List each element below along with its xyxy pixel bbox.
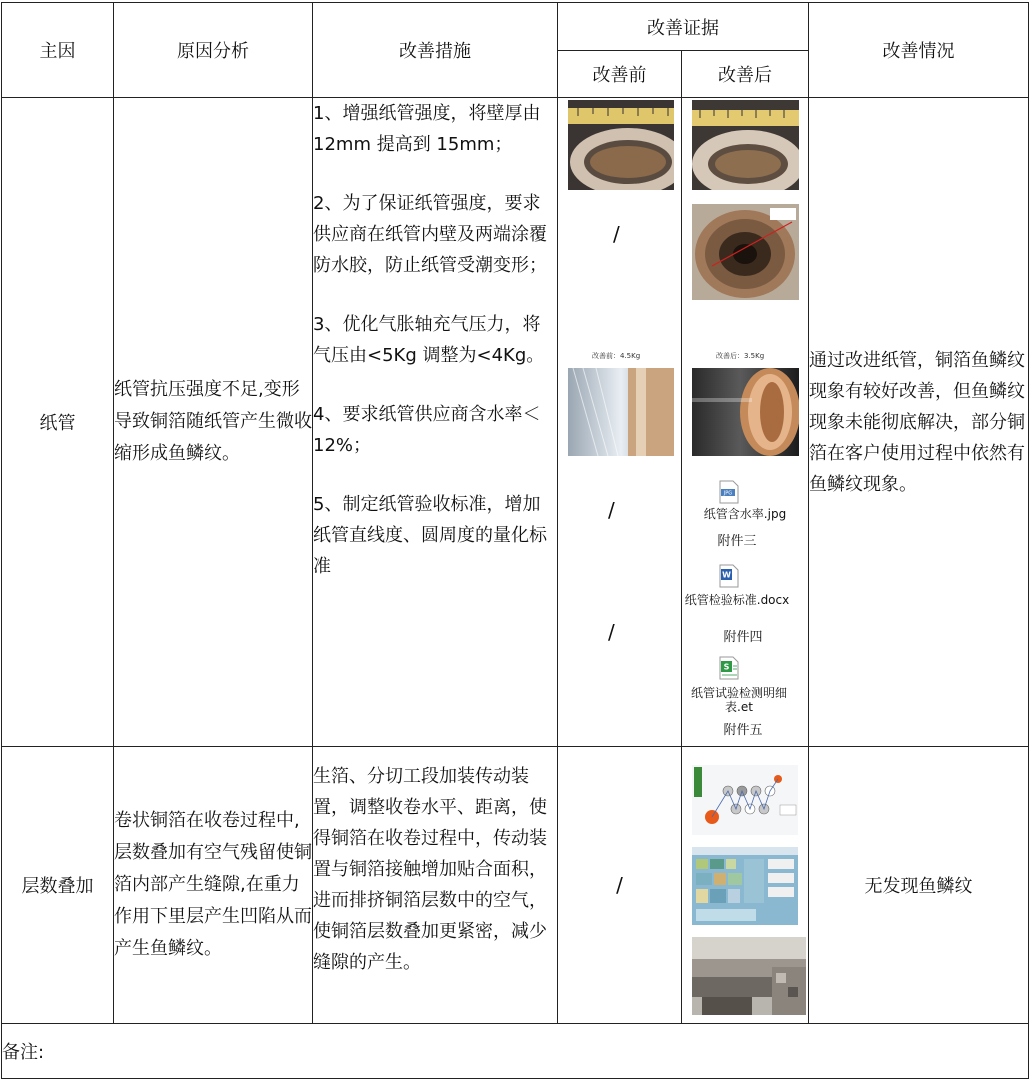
after-photo-wall-thickness bbox=[692, 100, 799, 190]
row1-analysis: 纸管抗压强度不足,变形导致铜箔随纸管产生微收缩形成鱼鳞纹。 bbox=[114, 98, 313, 747]
header-row bbox=[2, 3, 1029, 51]
header-analysis: 原因分析 bbox=[114, 3, 313, 98]
attachment-label-2: 附件四 bbox=[723, 630, 763, 645]
after-photo-control-screen bbox=[692, 847, 798, 925]
row-layer-stacking bbox=[2, 747, 1029, 1024]
row2-cause: 层数叠加 bbox=[2, 747, 114, 1024]
after-photo-winding-machine bbox=[692, 937, 806, 1015]
measure-item-1: 1、增强纸管强度，将壁厚由 12mm 提高到 15mm； bbox=[313, 103, 541, 155]
row1-measures bbox=[313, 98, 558, 747]
after-caption: 改善后：3.5Kg bbox=[716, 352, 765, 360]
after-photo-air-shaft bbox=[692, 368, 799, 456]
attachment-label-1: 附件三 bbox=[717, 534, 757, 549]
remark-label: 备注: bbox=[2, 1024, 1029, 1079]
before-slash-2: / bbox=[608, 498, 615, 522]
measure-item-3: 3、优化气胀轴充气压力，将气压由<5Kg 调整为<4Kg。 bbox=[313, 314, 545, 366]
attachment-label-3: 附件五 bbox=[723, 723, 763, 738]
header-measures: 改善措施 bbox=[313, 3, 558, 98]
before-slash-1: / bbox=[613, 222, 620, 246]
word-file-icon[interactable] bbox=[718, 564, 740, 588]
row-paper-tube bbox=[2, 98, 1029, 747]
row1-cause: 纸管 bbox=[2, 98, 114, 747]
header-main-cause: 主因 bbox=[2, 3, 114, 98]
measure-item-2: 2、为了保证纸管强度，要求供应商在纸管内壁及两端涂覆防水胶，防止纸管受潮变形； bbox=[313, 193, 547, 276]
row2-analysis: 卷状铜箔在收卷过程中,层数叠加有空气残留使铜箔内部产生缝隙,在重力作用下里层产生凹陷从而产生鱼鳞纹。 bbox=[114, 747, 313, 1024]
row1-before-cell bbox=[558, 98, 682, 747]
row2-before-slash: / bbox=[558, 747, 682, 1024]
spreadsheet-file-icon[interactable] bbox=[718, 656, 740, 680]
measure-item-5: 5、制定纸管验收标准，增加纸管直线度、圆周度的量化标准 bbox=[313, 494, 547, 577]
svg-text:W: W bbox=[722, 570, 731, 580]
before-slash-3: / bbox=[608, 620, 615, 644]
remark-row bbox=[2, 1024, 1029, 1079]
before-caption: 改善前：4.5Kg bbox=[592, 352, 641, 360]
before-photo-air-shaft bbox=[568, 368, 674, 456]
header-status: 改善情况 bbox=[809, 3, 1029, 98]
improvement-table bbox=[1, 2, 1029, 1079]
header-before: 改善前 bbox=[558, 51, 682, 98]
attachment-file-1[interactable]: 纸管含水率.jpg bbox=[703, 507, 787, 521]
attachment-file-3[interactable]: 纸管试验检测明细表.et bbox=[690, 686, 787, 714]
row2-status: 无发现鱼鳞纹 bbox=[809, 747, 1029, 1024]
attachment-file-2[interactable]: 纸管检验标准.docx bbox=[684, 593, 790, 607]
row1-status: 通过改进纸管，铜箔鱼鳞纹现象有较好改善，但鱼鳞纹现象未能彻底解决，部分铜箔在客户使用过程中依然有鱼鳞纹现象。 bbox=[809, 98, 1029, 747]
svg-text:JPG: JPG bbox=[723, 490, 733, 497]
row2-after-cell bbox=[682, 747, 809, 1024]
before-photo-wall-thickness bbox=[568, 100, 674, 190]
measure-item-4: 4、要求纸管供应商含水率＜12%； bbox=[313, 404, 541, 456]
after-photo-inner-coating bbox=[692, 204, 799, 300]
svg-text:S: S bbox=[723, 662, 730, 672]
header-after: 改善后 bbox=[682, 51, 809, 98]
after-photo-transmission-diagram bbox=[692, 765, 798, 835]
row1-after-cell bbox=[682, 98, 809, 747]
header-evidence: 改善证据 bbox=[558, 3, 809, 51]
row2-measures: 生箔、分切工段加装传动装置，调整收卷水平、距离，使得铜箔在收卷过程中，传动装置与铜箔接触增加贴合面积，进而排挤铜箔层数中的空气，使铜箔层数叠加更紧密，减少缝隙的产生。 bbox=[313, 747, 558, 1024]
image-file-icon[interactable] bbox=[718, 480, 740, 504]
